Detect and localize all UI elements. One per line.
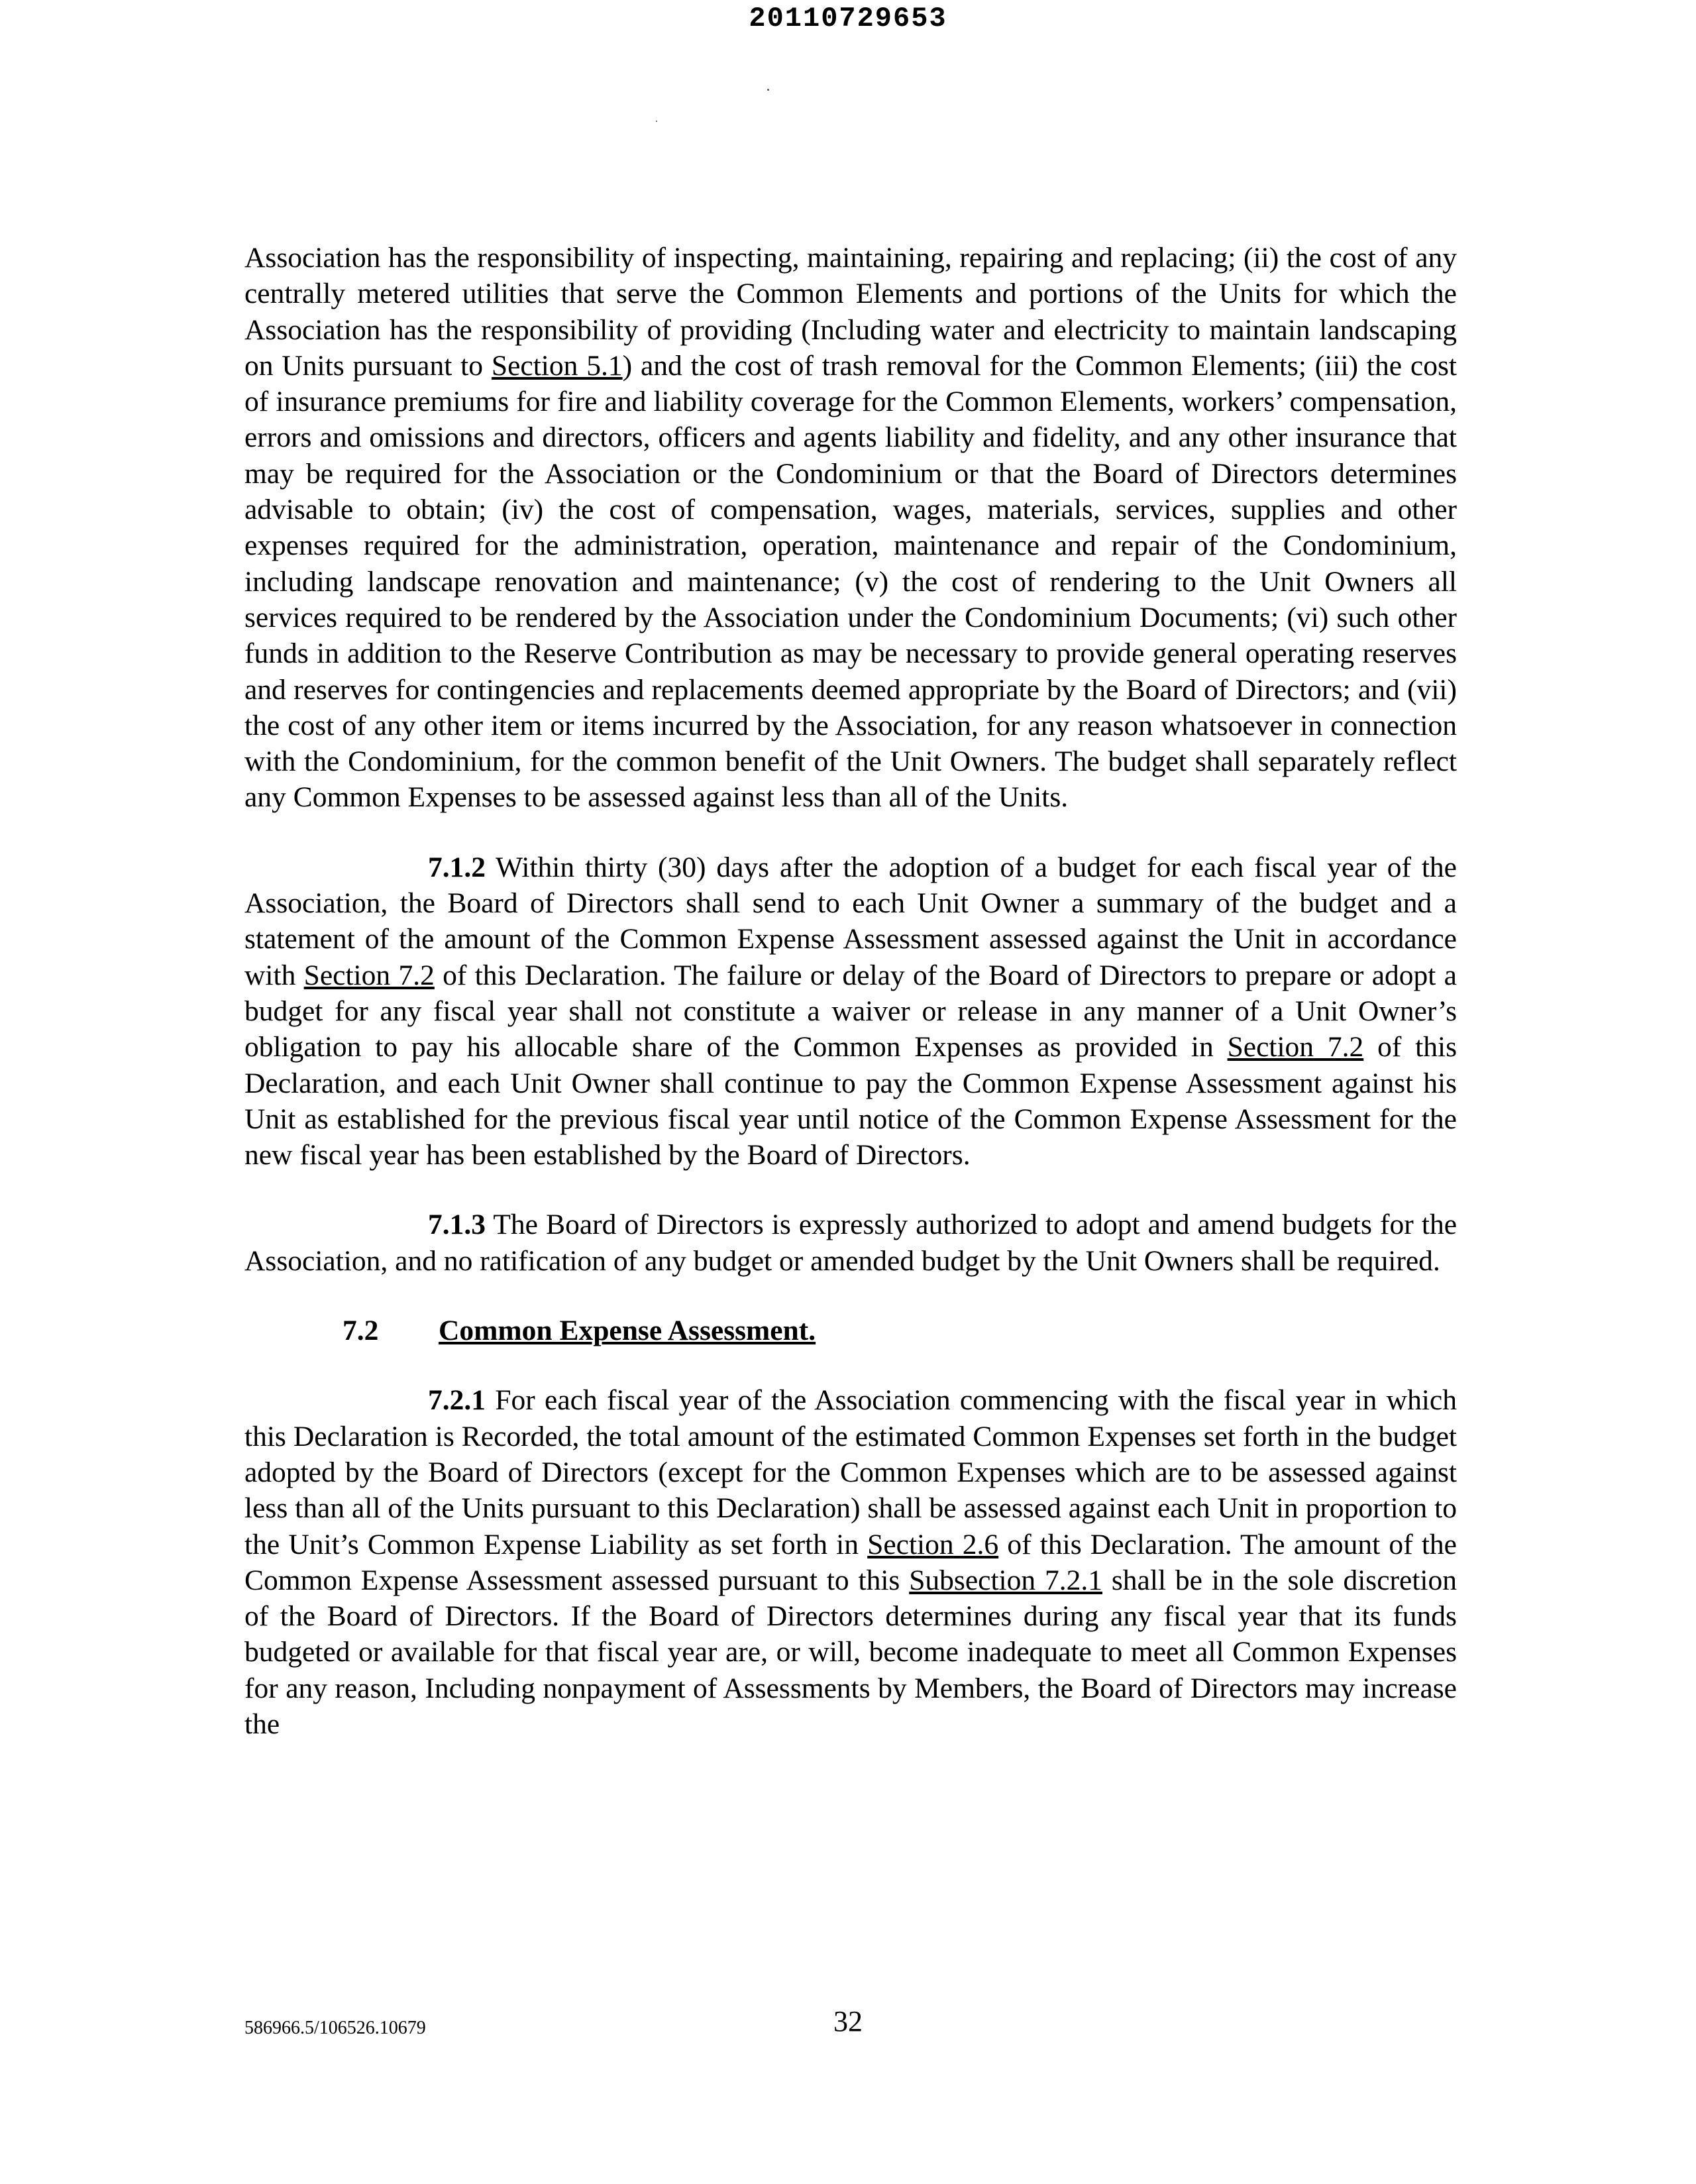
paragraph-7-2-1: 7.2.1 For each fiscal year of the Association commencing with the fiscal year in which this Declaration is Recorded, the total amount of the estimated Common Expenses set forth in the budget adopted by the Board of Directors (except for the Common Expenses which are to be assessed against less than all of the Units pursuant to this Declaration) shall be assessed against each Unit in proportion to the Unit’s Common Expense Liability as set forth in Section 2.6 of this Declaration. The amount of the Common Expense Assessment assessed pursuant to this Subsection 7.2.1 shall be in the sole discretion of the Board of Directors. If the Board of Directors determines during any fiscal year that its funds budgeted or available for that fiscal year are, or will, become inadequate to meet all Common Expenses for any reason, Including nonpayment of Assessments by Members, the Board of Directors may increase the: [244, 1384, 1457, 1740]
section-number: 7.1.3: [428, 1209, 486, 1241]
section-reference: Section 2.6: [867, 1528, 999, 1560]
section-reference: Section 7.2: [1227, 1031, 1364, 1064]
paragraph-7-1-3: 7.1.3 The Board of Directors is expressly authorized to adopt and amend budgets for the Association, and no ratification of any budget or amended budget by the Unit Owners shall be required.: [244, 1209, 1457, 1277]
page-number: 32: [833, 2005, 863, 2038]
document-number: 20110729653: [749, 3, 947, 34]
section-reference: Subsection 7.2.1: [909, 1564, 1103, 1596]
section-reference: Section 5.1: [491, 349, 623, 382]
paragraph-7-1-2: 7.1.2 Within thirty (30) days after the adoption of a budget for each fiscal year of the Association, the Board of Directors shall send to each Unit Owner a summary of the budget and a statement of the amount of the Common Expense Assessment assessed against the Unit in accordance with Section 7.2 of this Declaration. The failure or delay of the Board of Directors to prepare or adopt a budget for any fiscal year shall not constitute a waiver or release in any manner of a Unit Owner’s obligation to pay his allocable share of the Common Expenses as provided in Section 7.2 of this Declaration, and each Unit Owner shall continue to pay the Common Expense Assessment against his Unit as established for the previous fiscal year until notice of the Common Expense Assessment for the new fiscal year has been established by the Board of Directors.: [244, 851, 1457, 1172]
section-number: 7.2: [343, 1315, 379, 1347]
scan-speck: [767, 89, 769, 91]
document-body: [244, 240, 1457, 1776]
footer-document-id: 586966.5/106526.10679: [244, 2018, 426, 2038]
paragraph-budget-items: Association has the responsibility of inspecting, maintaining, repairing and replacing; (ii) the cost of any centrally metered utilities that serve the Common Elements and portions of the Units for which the Association has the responsibility of providing (Including water and electricity to maintain landscaping on Units pursuant to Section 5.1) and the cost of trash removal for the Common Elements; (iii) the cost of insurance premiums for fire and liability coverage for the Common Elements, workers’ compensation, errors and omissions and directors, officers and agents liability and fidelity, and any other insurance that may be required for the Association or the Condominium or that the Board of Directors determines advisable to obtain; (iv) the cost of compensation, wages, materials, services, supplies and other expenses required for the administration, operation, maintenance and repair of the Condominium, including landscape renovation and maintenance; (v) the cost of rendering to the Unit Owners all services required to be rendered by the Association under the Condominium Documents; (vi) such other funds in addition to the Reserve Contribution as may be necessary to provide general operating reserves and reserves for contingencies and replacements deemed appropriate by the Board of Directors; and (vii) the cost of any other item or items incurred by the Association, for any reason whatsoever in connection with the Condominium, for the common benefit of the Unit Owners. The budget shall separately reflect any Common Expenses to be assessed against less than all of the Units.: [244, 242, 1457, 814]
section-number: 7.2.1: [428, 1384, 486, 1417]
section-reference: Section 7.2: [303, 959, 435, 991]
scan-speck: [656, 121, 657, 122]
section-title: Common Expense Assessment.: [439, 1315, 816, 1347]
section-heading-7-2: [244, 1313, 1457, 1348]
section-number: 7.1.2: [428, 851, 486, 883]
